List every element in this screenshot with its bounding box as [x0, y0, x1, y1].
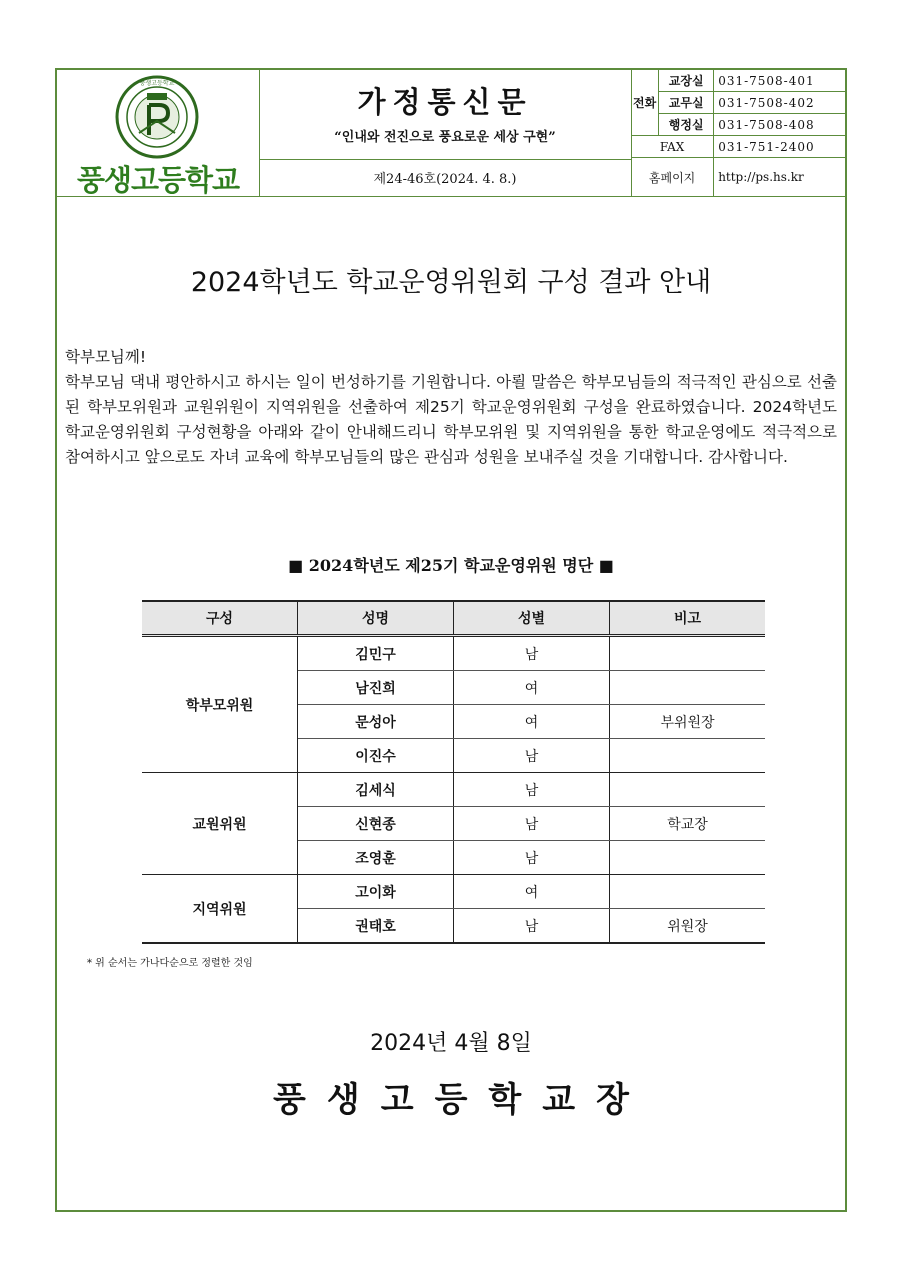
member-gender: 남	[454, 841, 610, 875]
member-gender: 여	[454, 875, 610, 909]
group-cell: 지역위원	[142, 875, 298, 944]
column-header: 구성	[142, 601, 298, 636]
school-slogan: “인내와 전진으로 풍요로운 세상 구현”	[334, 130, 556, 145]
member-note: 위원장	[610, 909, 766, 944]
table-row	[142, 773, 765, 807]
title-cell	[259, 70, 632, 196]
member-name: 이진수	[298, 739, 454, 773]
member-name: 김민구	[298, 636, 454, 671]
committee-roster-table	[142, 600, 765, 944]
member-name: 신현종	[298, 807, 454, 841]
fax-value: 031-751-2400	[714, 136, 845, 158]
svg-text:풍생고등학교: 풍생고등학교	[139, 80, 175, 87]
phone-label: 전화	[631, 70, 659, 136]
member-note	[610, 636, 766, 671]
newsletter-title: 가정통신문	[357, 85, 533, 119]
member-name: 고이화	[298, 875, 454, 909]
member-gender: 남	[454, 807, 610, 841]
school-emblem-icon	[115, 75, 199, 159]
member-note	[610, 671, 766, 705]
homepage-link[interactable]: http://ps.hs.kr	[714, 158, 845, 197]
member-note: 부위원장	[610, 705, 766, 739]
issue-date: 2024년 4월 8일	[370, 1031, 532, 1056]
table-header-row	[142, 601, 765, 636]
member-note	[610, 875, 766, 909]
contact-value: 031-7508-402	[714, 92, 845, 114]
homepage-label: 홈페이지	[631, 158, 714, 197]
member-name: 조영훈	[298, 841, 454, 875]
member-name: 남진희	[298, 671, 454, 705]
principal-signature: 풍생고등학교장	[273, 1080, 650, 1120]
roster-footnote: * 위 순서는 가나다순으로 정렬한 것임	[87, 958, 253, 969]
member-gender: 여	[454, 671, 610, 705]
contact-table	[631, 70, 845, 196]
letterhead	[57, 70, 845, 197]
school-name: 풍생고등학교	[76, 163, 240, 197]
member-note	[610, 773, 766, 807]
group-cell: 교원위원	[142, 773, 298, 875]
body-paragraph: 학부모님 댁내 평안하시고 하시는 일이 번성하기를 기원합니다. 아뢸 말씀은 학부모님들의 적극적인 관심으로 선출된 학부모위원과 교원위원이 지역위원을 선출하여 제25기 학교운영위원회 구성을 완료하였습니다. 2024학년도 학교운영위원회 구성현황을 아래와 같이 안내해드리니 학부모위원 및 지역위원을 통한 학교운영에도 적극적으로 참여하시고 앞으로도 자녀 교육에 학부모님들의 많은 관심과 성원을 보내주실 것을 기대합니다. 감사합니다.	[65, 373, 837, 466]
logo-cell	[57, 70, 260, 196]
contact-value: 031-7508-401	[714, 70, 845, 92]
roster-title: ■ 2024학년도 제25기 학교운영위원 명단 ■	[288, 556, 614, 575]
member-gender: 여	[454, 705, 610, 739]
group-cell: 학부모위원	[142, 636, 298, 773]
member-name: 김세식	[298, 773, 454, 807]
issue-number: 제24-46호(2024. 4. 8.)	[373, 172, 517, 187]
contact-label: 교장실	[659, 70, 714, 92]
greeting: 학부모님께!	[65, 348, 147, 366]
column-header: 성명	[298, 601, 454, 636]
member-note	[610, 841, 766, 875]
member-gender: 남	[454, 739, 610, 773]
document-title: 2024학년도 학교운영위원회 구성 결과 안내	[190, 267, 712, 298]
fax-label: FAX	[631, 136, 714, 158]
member-note: 학교장	[610, 807, 766, 841]
contact-block	[631, 70, 845, 196]
member-note	[610, 739, 766, 773]
contact-value: 031-7508-408	[714, 114, 845, 136]
column-header: 비고	[610, 601, 766, 636]
document-frame	[55, 68, 847, 1212]
member-name: 문성아	[298, 705, 454, 739]
contact-label: 행정실	[659, 114, 714, 136]
member-gender: 남	[454, 909, 610, 944]
member-gender: 남	[454, 636, 610, 671]
table-row	[142, 636, 765, 671]
member-name: 권태호	[298, 909, 454, 944]
column-header: 성별	[454, 601, 610, 636]
table-row	[142, 875, 765, 909]
member-gender: 남	[454, 773, 610, 807]
contact-label: 교무실	[659, 92, 714, 114]
